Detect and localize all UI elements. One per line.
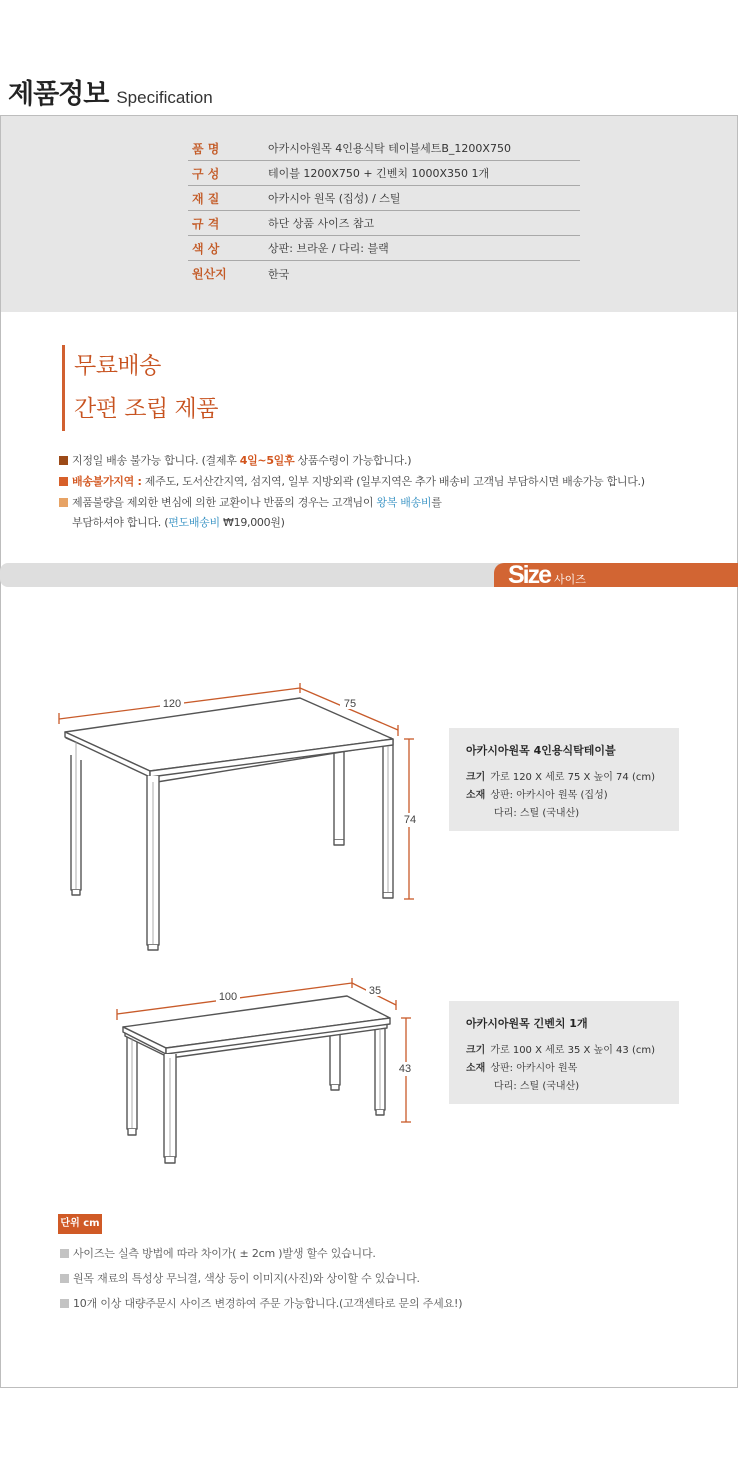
spec-value: 한국	[268, 267, 290, 281]
unit-badge: 단위 cm	[58, 1214, 102, 1234]
furniture-drawings	[0, 600, 738, 1200]
spec-value: 상판: 브라운 / 다리: 블랙	[268, 242, 389, 255]
spec-label: 품 명	[192, 141, 220, 156]
spec-label: 구 성	[192, 166, 220, 181]
note-item	[59, 454, 645, 475]
note-highlight: 편도배송비	[168, 516, 220, 529]
spec-row	[188, 236, 580, 261]
note-highlight: 왕복 배송비	[376, 496, 432, 509]
bullet-square-icon	[59, 498, 68, 507]
info-key: 크기	[466, 772, 486, 783]
spec-label: 규 격	[192, 216, 220, 231]
note-highlight: 4일~5일후	[239, 454, 295, 467]
table-depth-label: 75	[343, 698, 357, 710]
spec-row	[188, 136, 580, 161]
info-value: 가로 100 X 세로 35 X 높이 43 (cm)	[490, 1045, 655, 1056]
bench-height-label: 43	[398, 1063, 412, 1075]
table-info-title: 아카시아원목 4인용식탁테이블	[466, 744, 616, 757]
note-continuation	[59, 516, 645, 530]
note-text: 제주도, 도서산간지역, 섬지역, 일부 지방외곽 (일부지역은 추가 배송비 고객님 부담하시면 배송가능 합니다.)	[141, 475, 645, 488]
delivery-notes	[59, 454, 645, 530]
size-title: Size	[508, 561, 551, 589]
size-tab	[494, 563, 738, 587]
spec-value: 하단 상품 사이즈 참고	[268, 217, 375, 230]
table-drawing	[65, 698, 393, 950]
bench-info-title: 아카시아원목 긴벤치 1개	[466, 1017, 588, 1030]
bullet-square-icon	[60, 1274, 69, 1283]
page-title: 제품정보	[8, 79, 109, 110]
spec-row	[188, 261, 580, 286]
note-text: 지정일 배송 불가능 합니다. (결제후	[72, 454, 240, 467]
free-delivery-text: 무료배송	[74, 353, 161, 379]
info-key: 소재	[466, 1063, 486, 1074]
spec-value: 아카시아 원목 (집성) / 스틸	[268, 192, 401, 205]
note-item	[60, 1244, 462, 1269]
bench-size-line	[466, 1041, 679, 1059]
bullet-square-icon	[59, 477, 68, 486]
note-text: 상품수령이 가능합니다.)	[294, 454, 412, 467]
free-delivery-banner	[62, 345, 218, 431]
note-item	[59, 496, 645, 530]
table-height-label: 74	[403, 814, 417, 826]
table-info-box	[449, 728, 679, 831]
note-text: 10개 이상 대량주문시 사이즈 변경하여 주문 가능합니다.(고객센타로 문의 주세요!)	[73, 1297, 463, 1310]
note-highlight: 배송불가지역 :	[72, 475, 142, 488]
note-text: 제품불량을 제외한 변심에 의한 교환이나 반품의 경우는 고객님이	[72, 496, 377, 509]
bench-width-label: 100	[218, 991, 238, 1003]
note-text: 사이즈는 실측 방법에 따라 차이가( ± 2cm )발생 할수 있습니다.	[73, 1247, 376, 1260]
table-material-line	[466, 804, 679, 822]
spec-label: 재 질	[192, 191, 220, 206]
bench-depth-label: 35	[368, 985, 382, 997]
note-text: 원목 재료의 특성상 무늬결, 색상 등이 이미지(사진)와 상이할 수 있습니다.	[73, 1272, 420, 1285]
spec-row	[188, 211, 580, 236]
info-value: 상판: 아카시아 원목 (집성)	[490, 790, 608, 801]
note-text: ₩19,000원)	[219, 516, 285, 529]
bullet-square-icon	[59, 456, 68, 465]
info-key: 크기	[466, 1045, 486, 1056]
info-value: 가로 120 X 세로 75 X 높이 74 (cm)	[490, 772, 655, 783]
bullet-square-icon	[60, 1249, 69, 1258]
info-value: 다리: 스틸 (국내산)	[494, 1081, 580, 1092]
spec-value: 테이블 1200X750 + 긴벤치 1000X350 1개	[268, 167, 490, 180]
bench-drawing	[123, 996, 390, 1163]
info-value: 다리: 스틸 (국내산)	[494, 808, 580, 819]
table-size-line	[466, 768, 679, 786]
spec-value: 아카시아원목 4인용식탁 테이블세트B_1200X750	[268, 142, 511, 155]
easy-assembly-text: 간편 조립 제품	[74, 396, 218, 422]
table-width-label: 120	[162, 698, 182, 710]
note-item	[59, 475, 645, 496]
bench-info-box	[449, 1001, 679, 1104]
spec-row	[188, 161, 580, 186]
info-value: 상판: 아카시아 원목	[490, 1063, 578, 1074]
note-text: 부담하셔야 합니다. (	[72, 516, 169, 529]
spec-table	[1, 116, 737, 312]
spec-label: 색 상	[192, 241, 220, 256]
note-text: 를	[431, 496, 442, 509]
note-item	[60, 1294, 462, 1319]
page-header	[8, 72, 213, 112]
info-key: 소재	[466, 790, 486, 801]
bench-material-line	[466, 1059, 679, 1077]
bullet-square-icon	[60, 1299, 69, 1308]
note-item	[60, 1269, 462, 1294]
spec-row	[188, 186, 580, 211]
page-subtitle: Specification	[116, 88, 213, 107]
bench-material-line	[466, 1077, 679, 1095]
table-material-line	[466, 786, 679, 804]
size-notes	[60, 1244, 462, 1319]
size-title-ko: 사이즈	[554, 573, 586, 586]
spec-label: 원산지	[192, 267, 227, 281]
